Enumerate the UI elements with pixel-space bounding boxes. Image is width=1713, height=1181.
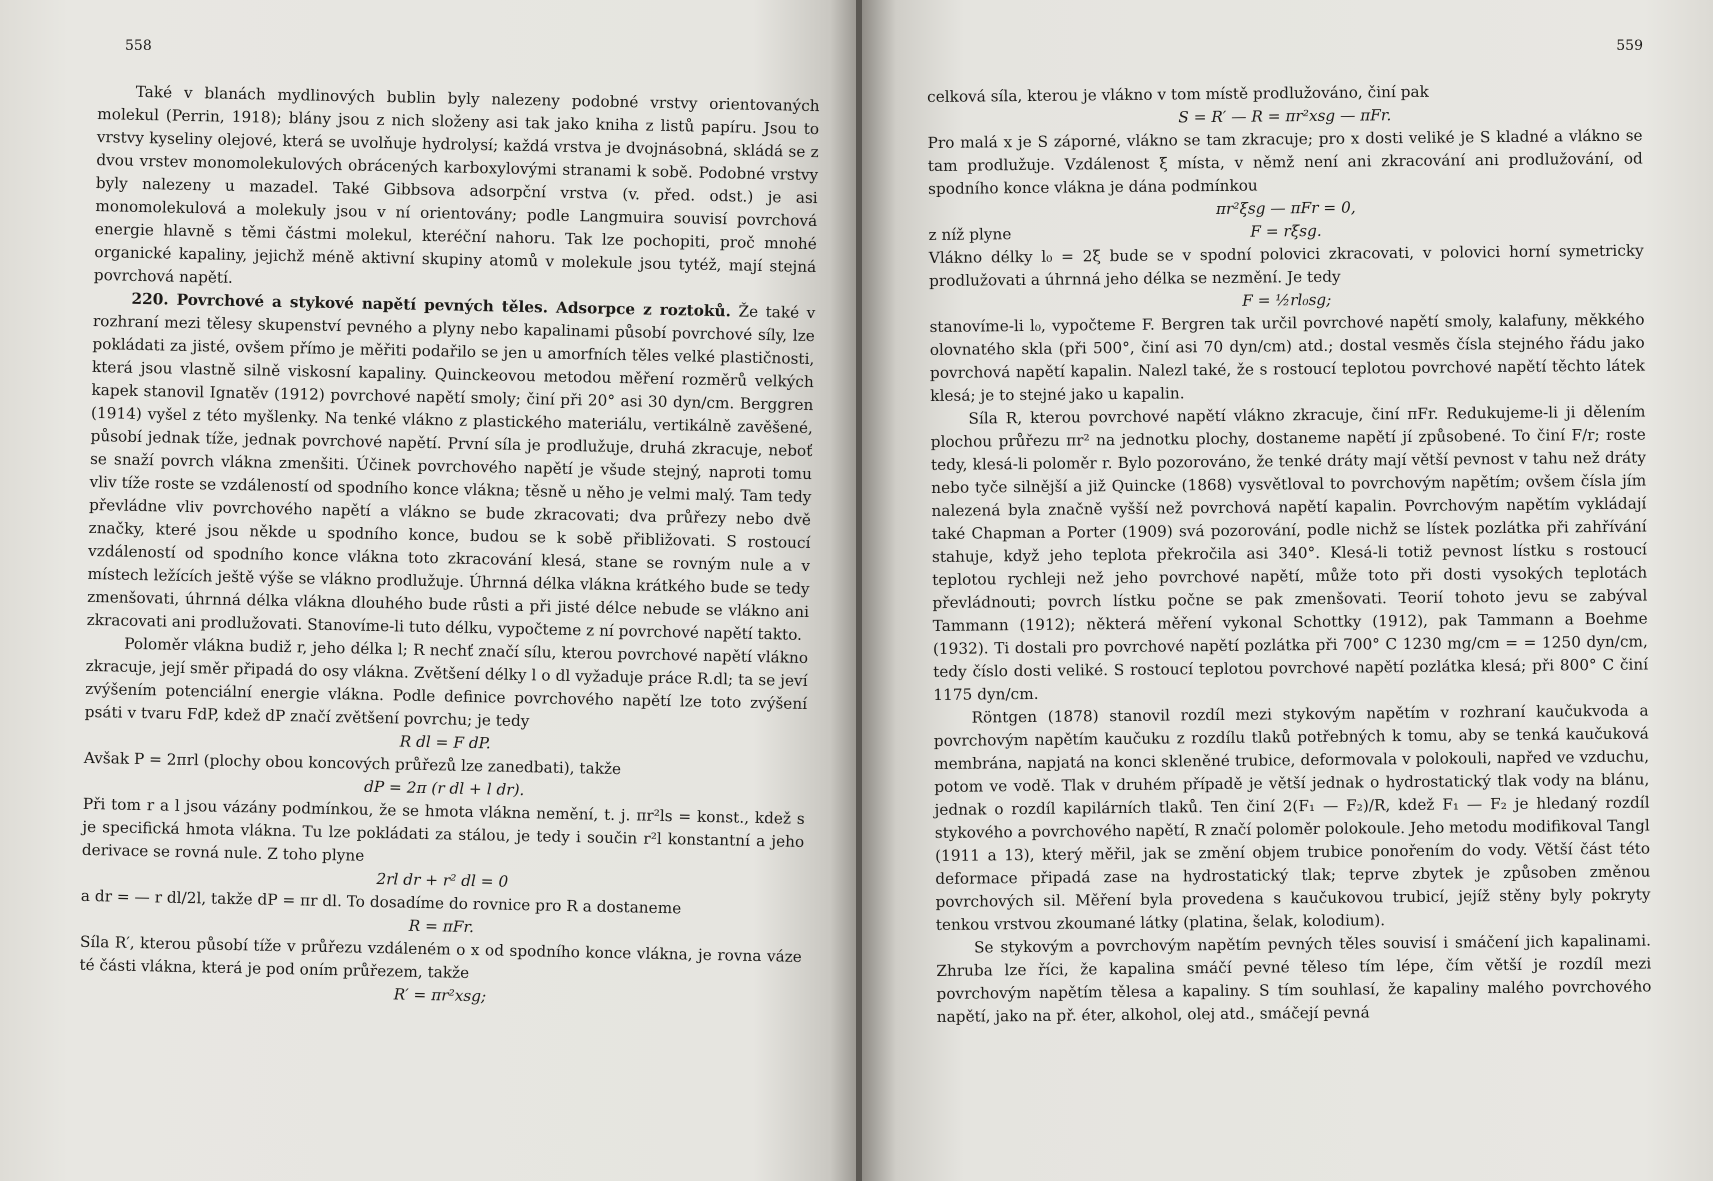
paragraph: Se stykovým a povrchovým napětím pevných těles souvisí i smáčení jich kapalinami. Zhruba lze říci, že kapalina smáčí pevné těleso tím lépe, čím větší je rozdíl mezi povrchovým napětím tělesa a kapaliny. S tím souhlasí, že kapaliny malého povrchového napětí, jako na př. éter, alkohol, olej atd., smáčejí pevná bbox=[936, 931, 1652, 1026]
section-paragraph bbox=[86, 287, 815, 647]
paragraph: Také v blanách mydlinových bublin byly nalezeny podobné vrstvy orientovaných molekul (Perrin, 1918); blány jsou z nich složeny asi tak jako kniha z listů papíru. Jsou to vrstvy kyseliny olejové, která se uvolňuje hydrolysí; každá vrstva je dvojnásobná, skládá se z dvou vrstev monomolekulových obrácených karboxylovými stranami k sobě. Podobné vrstvy byly nalezeny u mazadel. Také Gibbsova adsorpční vrstva (v. před. odst.) je asi monomolekulová a molekuly jsou v ní orientovány; podle Langmuira souvisí povrchová energie hlavně s těmi částmi molekul, kteréční nahoru. Tak lze pochopiti, proč mnohé organické kapaliny, jejichž méně aktivní skupiny atomů v molekule jsou tytéž, mají stejná povrchová napětí. bbox=[93, 82, 820, 287]
equation: S = R′ — R = πr²xsg — πFr. bbox=[1178, 106, 1392, 127]
equation: R′ = πr²xsg; bbox=[393, 985, 487, 1006]
left-page-text bbox=[79, 80, 820, 1015]
paragraph: Při tom r a l jsou vázány podmínkou, že se hmota vlákna nemění, t. j. πr²ls = konst., kdež s je specifická hmota vlákna. Tu lze pokládati za stálou, je tedy i součin r²l konstantní a jeho derivace se rovná nule. Z toho plyne bbox=[81, 794, 805, 865]
paragraph: celková síla, kterou je vlákno v tom místě prodlužováno, činí pak bbox=[927, 82, 1429, 106]
equation: F = rξsg. bbox=[1250, 221, 1322, 241]
paragraph: Vlákno délky l₀ = 2ξ bude se v spodní polovici zkracovati, v polovici horní symetricky prodlužovati a úhrnná jeho délka se nezmění. Je tedy bbox=[928, 241, 1644, 290]
right-page-text bbox=[927, 79, 1652, 1029]
section-heading: 220. Povrchové a stykové napětí pevných těles. Adsorpce z roztoků. bbox=[131, 289, 732, 321]
paragraph: a dr = — r dl/2l, takže dP = πr dl. To dosadíme do rovnice pro R a dostaneme bbox=[80, 886, 682, 918]
right-page bbox=[862, 0, 1713, 1181]
equation: R = πFr. bbox=[408, 916, 475, 937]
equation: dP = 2π (r dl + l dr). bbox=[363, 777, 525, 800]
section-text: Že také v rozhraní mezi tělesy skupenství pevného a plyny nebo kapalinami působí povrchové síly, lze pokládati za jisté, ovšem přímo je měřiti podařilo se jen u amorfních těles velké plastičnosti, která jsou vlastně silně viskosní kapaliny. Quinckeovou metodou měření rozměrů velkých kapek stanovil Ignatěv (1912) povrchové napětí smoly; činí při 20° asi 30 dyn/cm. Berggren (1914) vyšel z této myšlenky. Na tenké vlákno z plastického materiálu, vertikálně zavěšené, působí jednak tíže, jednak povrchové napětí. První síla je prodlužuje, druhá zkracuje, neboť se snaží povrch vlákna zmenšiti. Účinek povrchového napětí je všude stejný, naproti tomu vliv tíže roste se vzdáleností od spodního konce vlákna; těsně u něho je velmi malý. Tam tedy převládne vliv povrchového napětí a vlákno se bude zkracovati; dva průřezy nebo dvě značky, které jsou někde u spodního konce, budou se k sobě přibližovati. S rostoucí vzdáleností od spodního konce vlákna toto zkracování klesá, stane se rovným nule a v místech ležících ještě výše se vlákno prodlužuje. Úhrnná délka vlákna krátkého bude se tedy zmenšovati, úhrnná délka vlákna dlouhého bude růsti a při jisté délce nebude se vlákno ani zkracovati ani prodlužovati. Stanovíme-li tuto délku, vypočteme z ní povrchové napětí takto. bbox=[86, 302, 816, 644]
equation-label: z níž plyne bbox=[928, 225, 1012, 244]
equation: πr²ξsg — πFr = 0, bbox=[1215, 198, 1356, 218]
paragraph: Röntgen (1878) stanovil rozdíl mezi stykovým napětím v rozhraní kaučukvoda a povrchovým napětím kaučuku z rozdílu tlaků potřebných k tomu, aby se tenká kaučuková membrána, napjatá na konci skleněné trubice, deformovala v polokouli, napřed ve vzduchu, potom ve vodě. Tlak v druhém případě je větší jednak o hydrostatický tlak vody na blánu, jednak o rozdíl kapilárních tlaků. Ten činí 2(F₁ — F₂)/R, kdež F₁ — F₂ je hledaný rozdíl stykového a povrchového napětí, R značí poloměr polokoule. Jeho metodu modifikoval Tangl (1911 a 13), který měřil, jak se změní objem trubice ponořením do vody. Větší část této deformace připadá zase na hydrostatický tlak; teprve zbytek je způsoben změnou povrchových sil. Měření byla provedena s kaučukovou trubicí, jejíž stěny byly pokryty tenkou vrstvou zkoumané látky (platina, šelak, kolodium). bbox=[933, 701, 1651, 934]
equation: F = ½rl₀sg; bbox=[1242, 290, 1332, 310]
equation: R dl = F dP. bbox=[399, 732, 491, 753]
paragraph: Síla R, kterou povrchové napětí vlákno zkracuje, činí πFr. Redukujeme-li ji dělením plochou průřezu πr² na jednotku plochy, dostaneme napětí jí způsobené. To činí F/r; roste tedy, klesá-li poloměr r. Bylo pozorováno, že tenké dráty mají větší pevnost v tahu než dráty nebo tyče silnější a již Quincke (1868) vysvětloval to povrchovým napětím; ovšem čísla jím nalezená byla značně vyšší než povrchová napětí kapalin. Povrchovým napětím vykládají také Chapman a Porter (1909) svá pozorování, podle nichž se lístek pozlátka při zahřívání stahuje, když jeho teplota překročila asi 340°. Klesá-li totiž pevnost lístku s rostoucí teplotou rychleji než jeho povrchové napětí, může toto při dosti vysokých teplotách převládnouti; povrch lístku počne se pak zmenšovati. Teorií tohoto jevu se zabýval Tammann (1912); některá měření vykonal Schottky (1912), pak Tammann a Boehme (1932). Ti dostali pro povrchové napětí pozlátka při 700° C 1230 mg/cm = = 1250 dyn/cm, tedy číslo dosti veliké. S rostoucí teplotou povrchové napětí pozlátka klesá; při 800° C činí 1175 dyn/cm. bbox=[930, 402, 1649, 704]
equation: 2rl dr + r² dl = 0 bbox=[376, 870, 509, 891]
paragraph: Síla R′, kterou působí tíže v průřezu vzdáleném o x od spodního konce vlákna, je rovna váze té části vlákna, která je pod oním průřezem, takže bbox=[79, 932, 802, 982]
paragraph: stanovíme-li l₀, vypočteme F. Bergren tak určil povrchové napětí smoly, kalafuny, měkkého olovnatého skla (při 500°, činí asi 70 dyn/cm) atd.; dostal vesměs čísla stejného řádu jako povrchová napětí kapalin. Nalezl také, že s rostoucí teplotou povrchové napětí těchto látek klesá; je to stejné jako u kapalin. bbox=[929, 310, 1646, 405]
paragraph: Pro malá x je S záporné, vlákno se tam zkracuje; pro x dosti veliké je S kladné a vlákno se tam prodlužuje. Vzdálenost ξ místa, v němž není ani zkracování ani prodlužování, od spodního konce vlákna je dána podmínkou bbox=[927, 126, 1643, 198]
paragraph: Poloměr vlákna budiž r, jeho délka l; R nechť značí sílu, kterou povrchové napětí vlákno zkracuje, její směr připadá do osy vlákna. Zvětšení délky l o dl vyžaduje práce R.dl; ta se jeví zvýšením potenciální energie vlákna. Podle definice povrchového napětí lze toto zvýšení psáti v tvaru FdP, kdež dP značí zvětšení povrchu; je tedy bbox=[84, 634, 809, 731]
page-number-left: 558 bbox=[125, 38, 152, 54]
left-page bbox=[0, 0, 856, 1181]
page-number-right: 559 bbox=[1616, 38, 1643, 54]
paragraph: Avšak P = 2πrl (plochy obou koncových průřezů lze zanedbati), takže bbox=[83, 748, 622, 779]
